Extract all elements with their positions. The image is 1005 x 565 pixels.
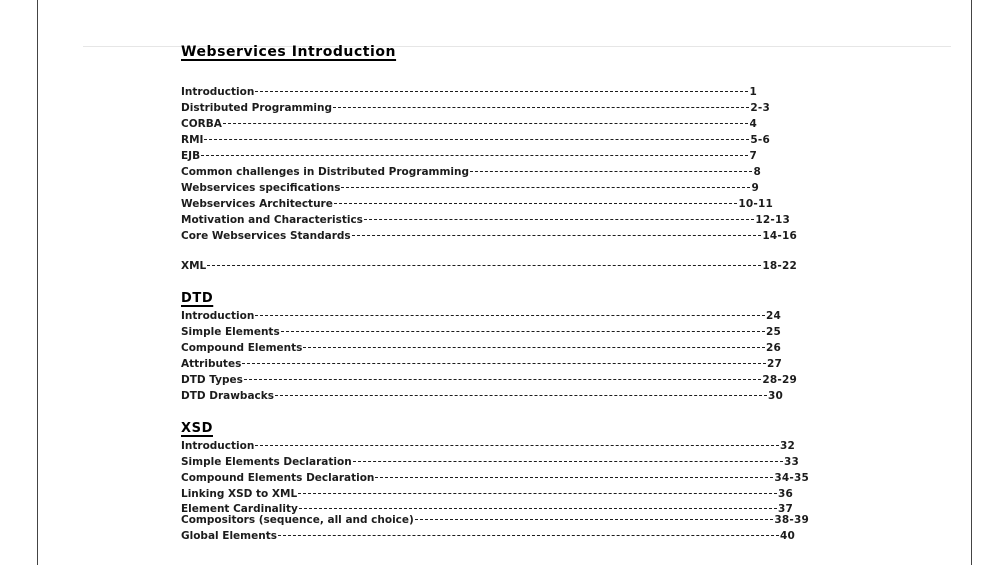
toc-entry-page: 8 [753, 166, 761, 178]
toc-leader [364, 218, 754, 220]
toc-entry [181, 326, 781, 340]
toc-entry [181, 214, 790, 228]
toc-leader [255, 90, 748, 92]
toc-entry-label: DTD Types [181, 374, 243, 386]
toc-entry-page: 7 [749, 150, 757, 162]
toc-leader [275, 394, 767, 396]
toc-leader [204, 138, 749, 140]
toc-entry-page: 40 [779, 530, 795, 542]
toc-entry-page: 32 [779, 440, 795, 452]
toc-entry-page: 18-22 [762, 260, 797, 272]
toc-entry-page: 26 [765, 342, 781, 354]
toc-entry-label: Common challenges in Distributed Programming [181, 166, 470, 178]
toc-entry-label: Simple Elements [181, 326, 280, 338]
toc-entry [181, 260, 797, 274]
toc-entry [181, 310, 781, 324]
toc-entry [181, 342, 781, 356]
toc-entry [181, 86, 757, 100]
toc-entry-page: 37 [777, 503, 793, 515]
toc-entry-page: 2-3 [750, 102, 770, 114]
toc-entry [181, 472, 809, 486]
toc-entry-label: Webservices Architecture [181, 198, 333, 210]
toc-entry-page: 9 [751, 182, 759, 194]
toc-entry-label: Compositors (sequence, all and choice) [181, 514, 414, 526]
toc-leader [278, 534, 779, 536]
toc-leader [242, 362, 766, 364]
toc-leader [334, 202, 738, 204]
toc-leader [341, 186, 750, 188]
toc-entry-label: Global Elements [181, 530, 277, 542]
toc-entry-label: Attributes [181, 358, 242, 370]
toc-entry-page: 4 [749, 118, 757, 130]
toc-entry-label: Motivation and Characteristics [181, 214, 363, 226]
toc-leader [201, 154, 748, 156]
toc-entry [181, 118, 757, 132]
toc-entry-page: 36 [777, 488, 793, 500]
toc-leader [470, 170, 752, 172]
toc-entry [181, 390, 783, 404]
toc-entry-page: 24 [765, 310, 781, 322]
toc-leader [415, 518, 774, 520]
toc-entry [181, 456, 799, 470]
toc-entry [181, 150, 757, 164]
toc-entry [181, 374, 797, 388]
toc-entry [181, 230, 797, 244]
toc-entry-page: 25 [765, 326, 781, 338]
toc-entry-page: 1 [749, 86, 757, 98]
toc-leader [207, 264, 761, 266]
toc-entry-label: Introduction [181, 86, 255, 98]
toc-entry [181, 134, 770, 148]
toc-entry-label: Introduction [181, 310, 255, 322]
toc-entry-label: EJB [181, 150, 201, 162]
toc-entry-label: RMI [181, 134, 204, 146]
toc-entry-label: Introduction [181, 440, 255, 452]
toc-entry-page: 12-13 [755, 214, 790, 226]
toc-entry [181, 166, 761, 180]
toc-entry-page: 5-6 [750, 134, 770, 146]
toc-entry-page: 34-35 [774, 472, 809, 484]
toc-leader [255, 444, 779, 446]
toc-entry-label: Compound Elements [181, 342, 303, 354]
toc-leader [375, 476, 773, 478]
table-of-contents [181, 0, 831, 565]
toc-entry [181, 102, 770, 116]
toc-entry-page: 10-11 [738, 198, 773, 210]
page-title: Webservices Introduction [181, 44, 397, 60]
toc-leader [244, 378, 762, 380]
toc-entry-page: 28-29 [762, 374, 797, 386]
toc-entry [181, 514, 809, 528]
toc-entry-label: DTD Drawbacks [181, 390, 274, 402]
toc-entry-label: CORBA [181, 118, 222, 130]
toc-entry-page: 30 [767, 390, 783, 402]
toc-entry [181, 530, 795, 544]
toc-entry-label: Core Webservices Standards [181, 230, 351, 242]
toc-entry-label: Webservices specifications [181, 182, 341, 194]
toc-entry-page: 33 [783, 456, 799, 468]
toc-leader [333, 106, 749, 108]
toc-entry-label: Element Cardinality [181, 503, 298, 515]
toc-entry-label: Distributed Programming [181, 102, 333, 114]
toc-leader [223, 122, 749, 124]
toc-entry [181, 358, 782, 372]
toc-entry-label: Compound Elements Declaration [181, 472, 375, 484]
toc-leader [353, 460, 783, 462]
section-heading-dtd: DTD [181, 291, 214, 306]
toc-leader [303, 346, 765, 348]
toc-leader [281, 330, 765, 332]
document-page [37, 0, 972, 565]
toc-leader [299, 507, 777, 509]
toc-entry [181, 440, 795, 454]
toc-entry-page: 27 [766, 358, 782, 370]
toc-entry-label: XML [181, 260, 207, 272]
toc-leader [352, 234, 762, 236]
toc-entry [181, 182, 759, 196]
toc-leader [298, 492, 777, 494]
section-heading-xsd: XSD [181, 421, 213, 436]
toc-entry-page: 38-39 [774, 514, 809, 526]
toc-entry [181, 198, 773, 212]
toc-entry-page: 14-16 [762, 230, 797, 242]
toc-entry-label: Linking XSD to XML [181, 488, 298, 500]
toc-entry-label: Simple Elements Declaration [181, 456, 352, 468]
toc-leader [255, 314, 765, 316]
toc-entry [181, 488, 793, 502]
